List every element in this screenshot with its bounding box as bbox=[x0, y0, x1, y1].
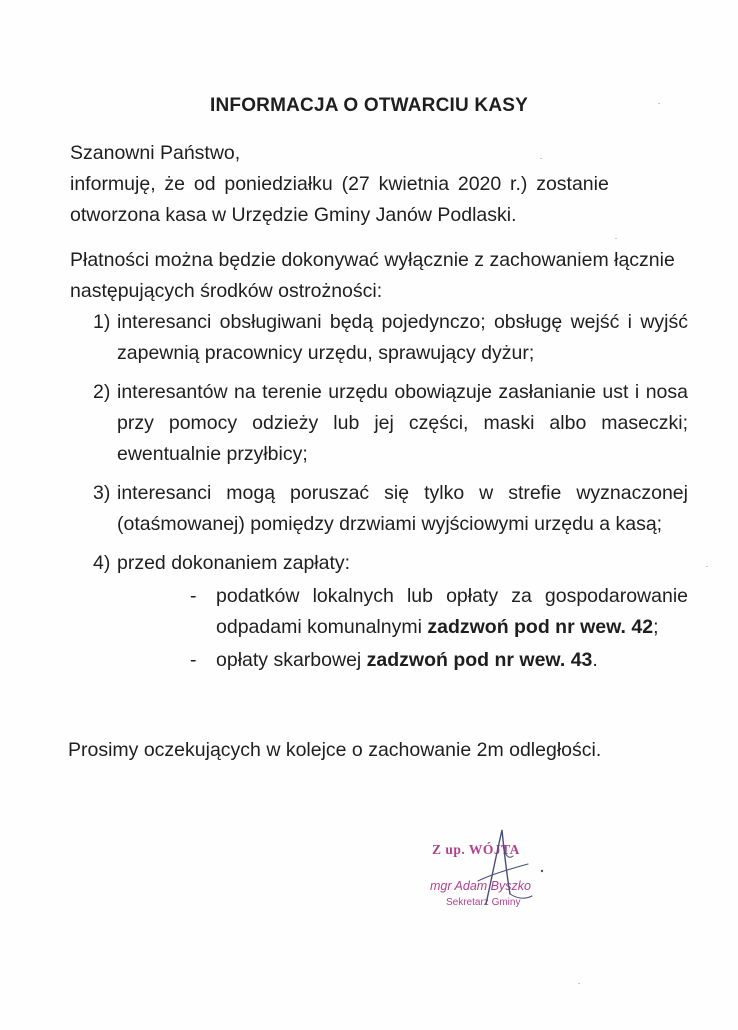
sublist-item-text: podatków lokalnych lub opłaty za gospodarowanie odpadami komunalnymi bbox=[216, 585, 688, 638]
list-item-number: 1) bbox=[93, 311, 111, 333]
intro-paragraph bbox=[70, 169, 688, 231]
intro-line-1: informuję, że od poniedziałku (27 kwietnia 2020 r.) zostanie bbox=[70, 173, 609, 195]
list-item-text: interesanci obsługiwani będą pojedynczo; obsługę wejść i wyjść zapewnią pracownicy urzędu, sprawujący dyżur; bbox=[117, 311, 688, 364]
sublist-item-tail: . bbox=[592, 649, 598, 671]
stamp-name-line: mgr Adam Byszko bbox=[430, 879, 531, 893]
list-item-number: 2) bbox=[93, 381, 111, 403]
scan-speck bbox=[706, 566, 708, 567]
stamp-title-line: Sekretarz Gminy bbox=[446, 897, 521, 908]
sublist-item-tail: ; bbox=[653, 616, 659, 638]
document-title: INFORMACJA O OTWARCIU KASY bbox=[210, 95, 528, 116]
stamp-authority-line: Z up. WÓJTA bbox=[432, 842, 520, 857]
list-item-number: 4) bbox=[93, 552, 111, 574]
phone-extension-42: zadzwoń pod nr wew. 42 bbox=[427, 616, 654, 638]
scan-speck bbox=[615, 238, 617, 239]
list-item-text: interesantów na terenie urzędu obowiązuje zasłanianie ust i nosa przy pomocy odzieży lub jej części, maski albo maseczki; ewentualnie przyłbicy; bbox=[117, 381, 688, 465]
sublist-item-1 bbox=[117, 581, 688, 643]
list-item-text: interesanci mogą poruszać się tylko w strefie wyznaczonej (otaśmowanej) pomiędzy drzwiami wyjściowymi urzędu a kasą; bbox=[117, 482, 688, 535]
signature-stamp bbox=[418, 826, 578, 916]
sublist-item-2 bbox=[117, 645, 688, 676]
sublist-dash: - bbox=[190, 649, 197, 671]
precautions-list bbox=[70, 307, 688, 684]
list-item-1 bbox=[70, 307, 688, 369]
sublist-item-text: opłaty skarbowej bbox=[216, 649, 367, 671]
list-item-text: przed dokonaniem zapłaty: bbox=[117, 552, 351, 574]
scan-speck bbox=[540, 158, 542, 159]
payment-paragraph: Płatności można będzie dokonywać wyłącznie z zachowaniem łącznie następujących środków ostrożności: bbox=[70, 249, 675, 302]
list-item-4 bbox=[70, 548, 688, 676]
list-item-number: 3) bbox=[93, 482, 111, 504]
sublist-dash: - bbox=[190, 585, 197, 607]
closing-sentence: Prosimy oczekujących w kolejce o zachowanie 2m odległości. bbox=[68, 739, 602, 761]
handwritten-signature-icon bbox=[458, 826, 578, 916]
scan-speck bbox=[658, 103, 660, 104]
greeting: Szanowni Państwo, bbox=[70, 142, 241, 164]
payment-sublist bbox=[117, 581, 688, 676]
phone-extension-43: zadzwoń pod nr wew. 43 bbox=[366, 649, 593, 671]
list-item-2 bbox=[70, 377, 688, 470]
scan-speck bbox=[578, 983, 580, 984]
intro-line-2: otworzona kasa w Urzędzie Gminy Janów Podlaski. bbox=[70, 204, 517, 226]
list-item-3 bbox=[70, 478, 688, 540]
